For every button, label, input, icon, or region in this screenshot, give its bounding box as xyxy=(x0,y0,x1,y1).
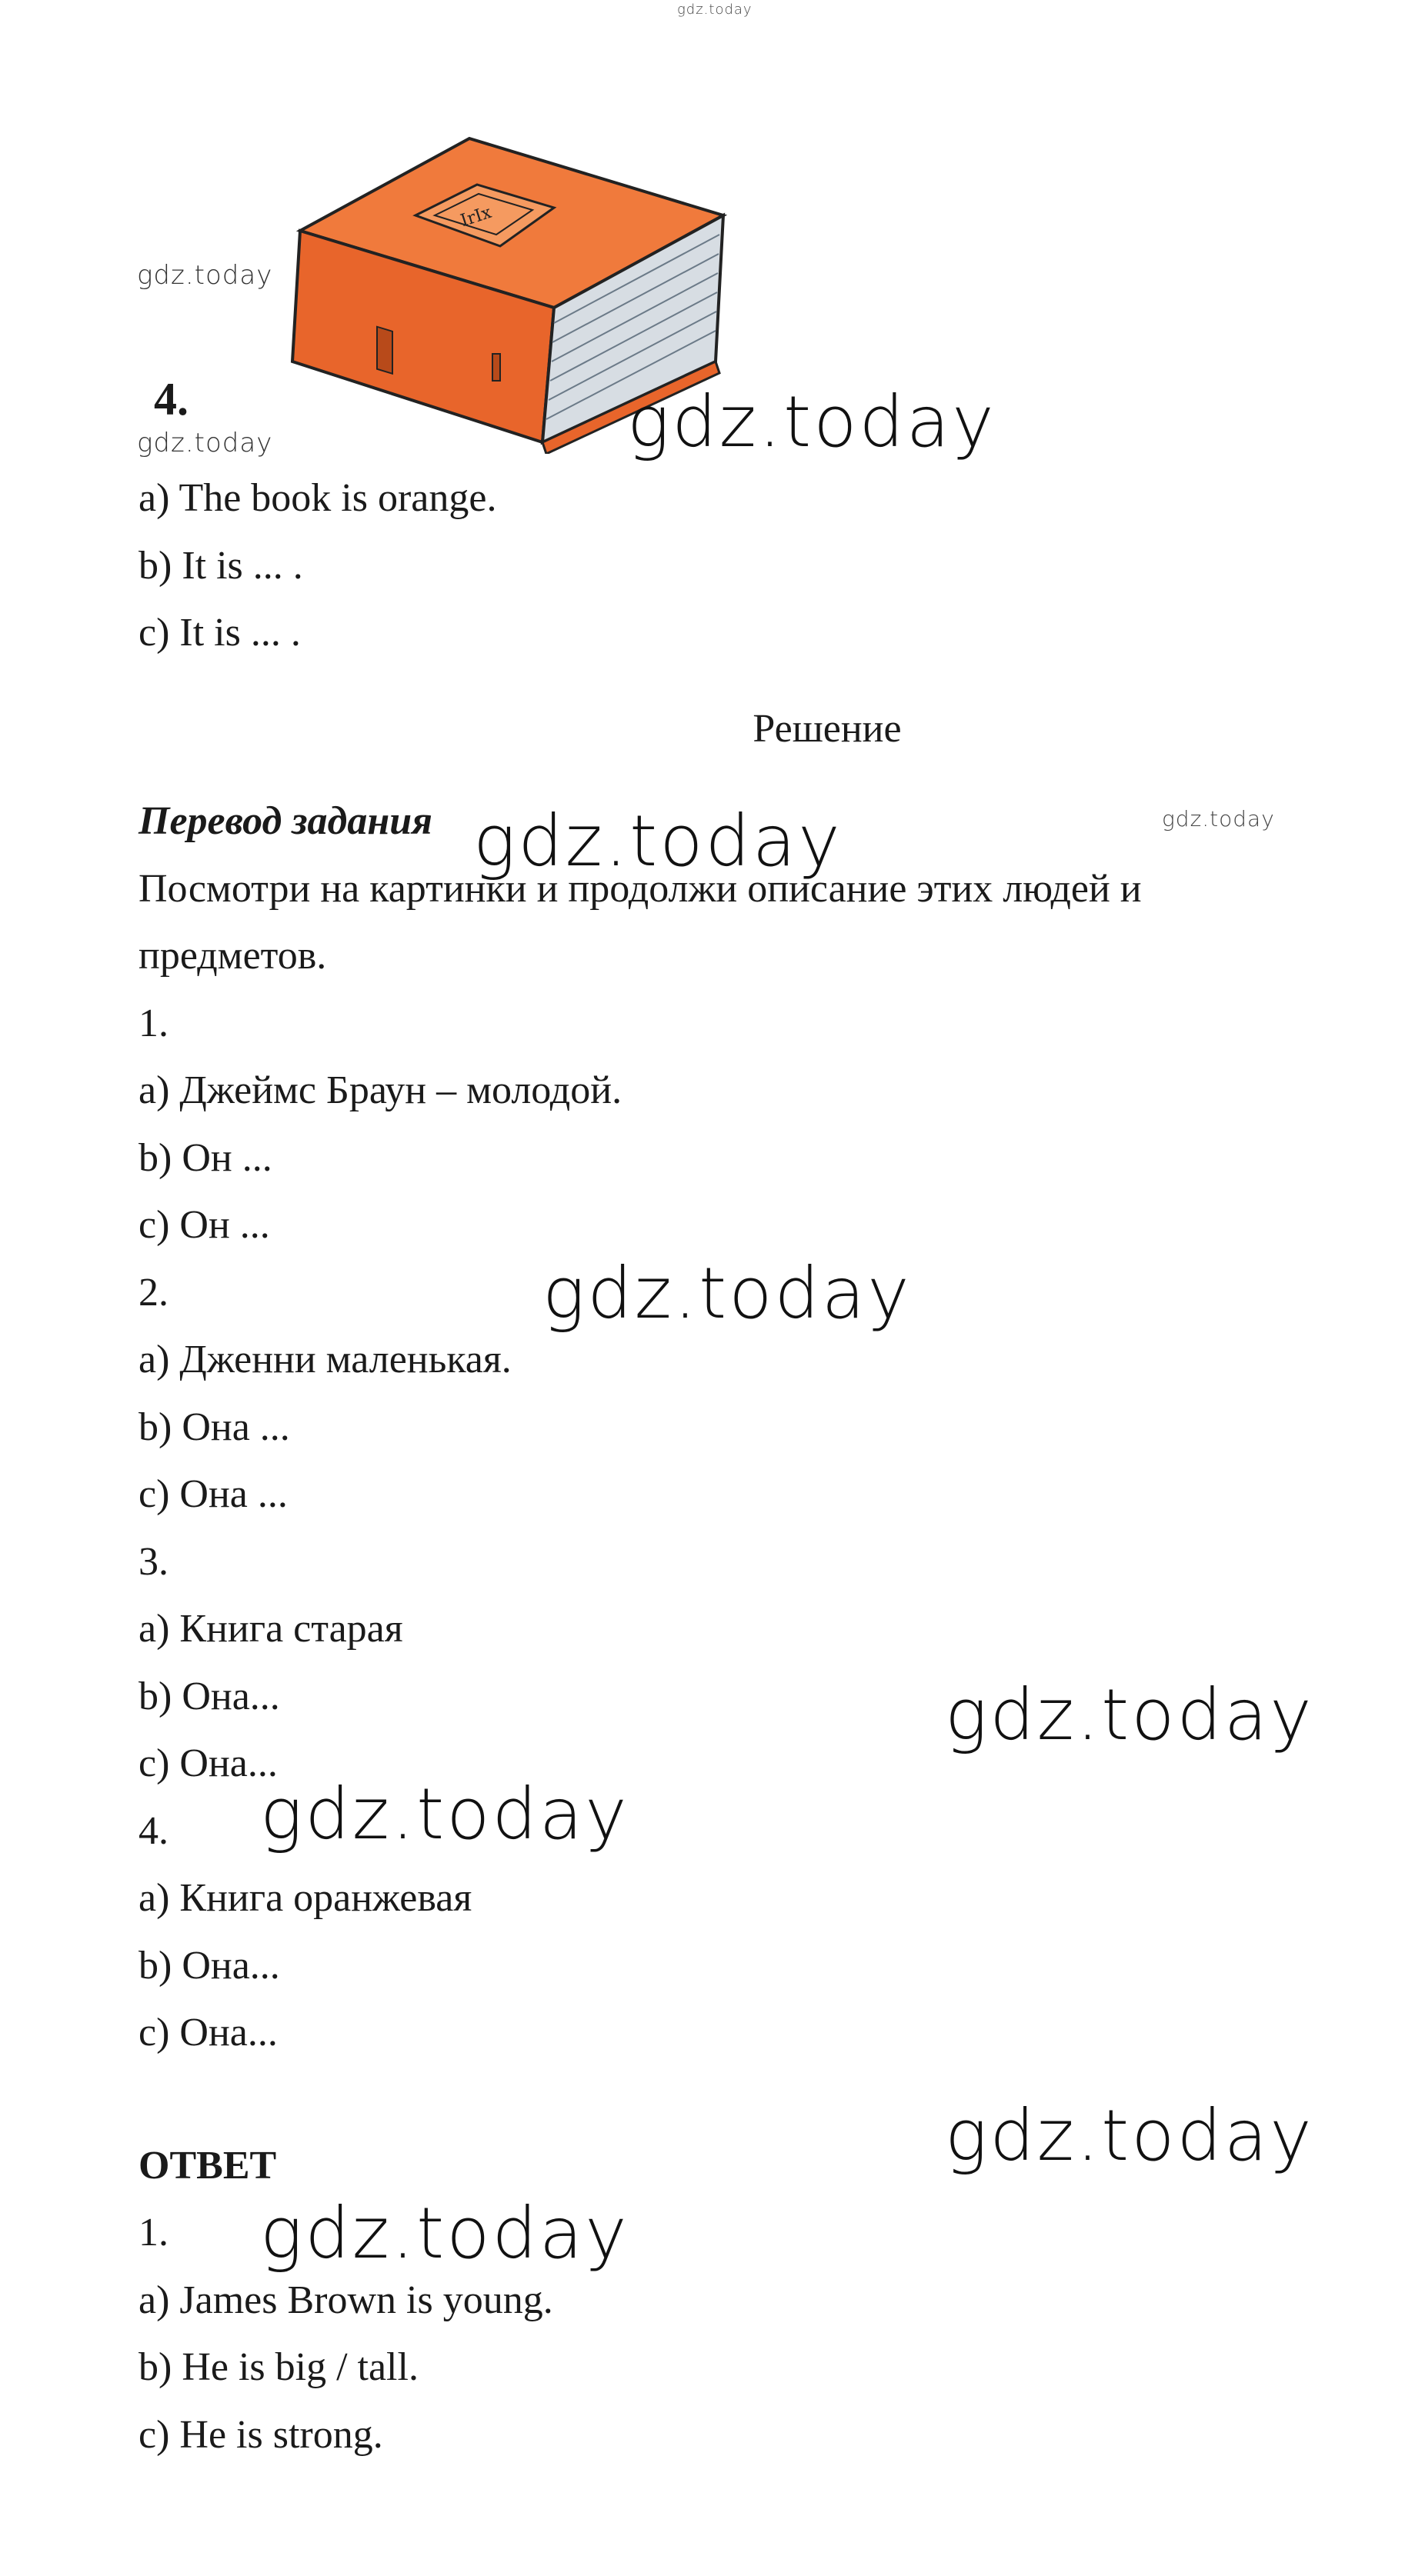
answer-number: 1. xyxy=(138,2211,169,2254)
watermark-small-2: gdz.today xyxy=(137,428,273,458)
item-4-b: b) Она... xyxy=(138,1944,280,1988)
exercise-line-c: c) It is ... . xyxy=(138,611,301,655)
watermark-large-1: gdz.today xyxy=(627,381,996,463)
item-4-number: 4. xyxy=(138,1809,169,1853)
instruction-line-2: предметов. xyxy=(138,934,327,978)
item-1-a: a) Джеймс Браун – молодой. xyxy=(138,1068,622,1112)
watermark-large-5: gdz.today xyxy=(260,1773,629,1855)
item-3-number: 3. xyxy=(138,1540,169,1584)
answer-line-a: a) James Brown is young. xyxy=(138,2278,553,2322)
watermark-large-3: gdz.today xyxy=(542,1252,912,1335)
svg-text:IrIx: IrIx xyxy=(458,202,494,232)
item-4-a: a) Книга оранжевая xyxy=(138,1876,472,1920)
exercise-number: 4. xyxy=(154,374,189,425)
translation-heading: Перевод задания xyxy=(138,799,432,843)
item-1-c: c) Он ... xyxy=(138,1203,270,1247)
item-2-b: b) Она ... xyxy=(138,1405,290,1449)
watermark-top: gdz.today xyxy=(677,2,753,18)
watermark-small-3: gdz.today xyxy=(1162,806,1275,831)
item-1-b: b) Он ... xyxy=(138,1136,272,1180)
instruction-line-1: Посмотри на картинки и продолжи описание этих людей и xyxy=(138,867,1142,911)
watermark-large-4: gdz.today xyxy=(945,1674,1314,1756)
item-1-number: 1. xyxy=(138,1001,169,1045)
watermark-small-1: gdz.today xyxy=(137,260,273,291)
exercise-line-b: b) It is ... . xyxy=(138,544,303,588)
watermark-large-6: gdz.today xyxy=(945,2094,1314,2177)
item-3-c: c) Она... xyxy=(138,1741,278,1785)
solution-title: Решение xyxy=(753,707,902,751)
item-4-c: c) Она... xyxy=(138,2011,278,2054)
watermark-large-7: gdz.today xyxy=(260,2192,629,2274)
exercise-line-a: a) The book is orange. xyxy=(138,476,497,520)
item-3-a: a) Книга старая xyxy=(138,1607,403,1651)
item-2-number: 2. xyxy=(138,1271,169,1315)
answer-line-c: c) He is strong. xyxy=(138,2413,383,2457)
watermark-large-2: gdz.today xyxy=(473,800,843,882)
answer-line-b: b) He is big / tall. xyxy=(138,2345,419,2389)
item-3-b: b) Она... xyxy=(138,1675,280,1718)
item-2-c: c) Она ... xyxy=(138,1472,288,1516)
item-2-a: a) Дженни маленькая. xyxy=(138,1338,512,1381)
answer-heading: ОТВЕТ xyxy=(138,2144,277,2188)
